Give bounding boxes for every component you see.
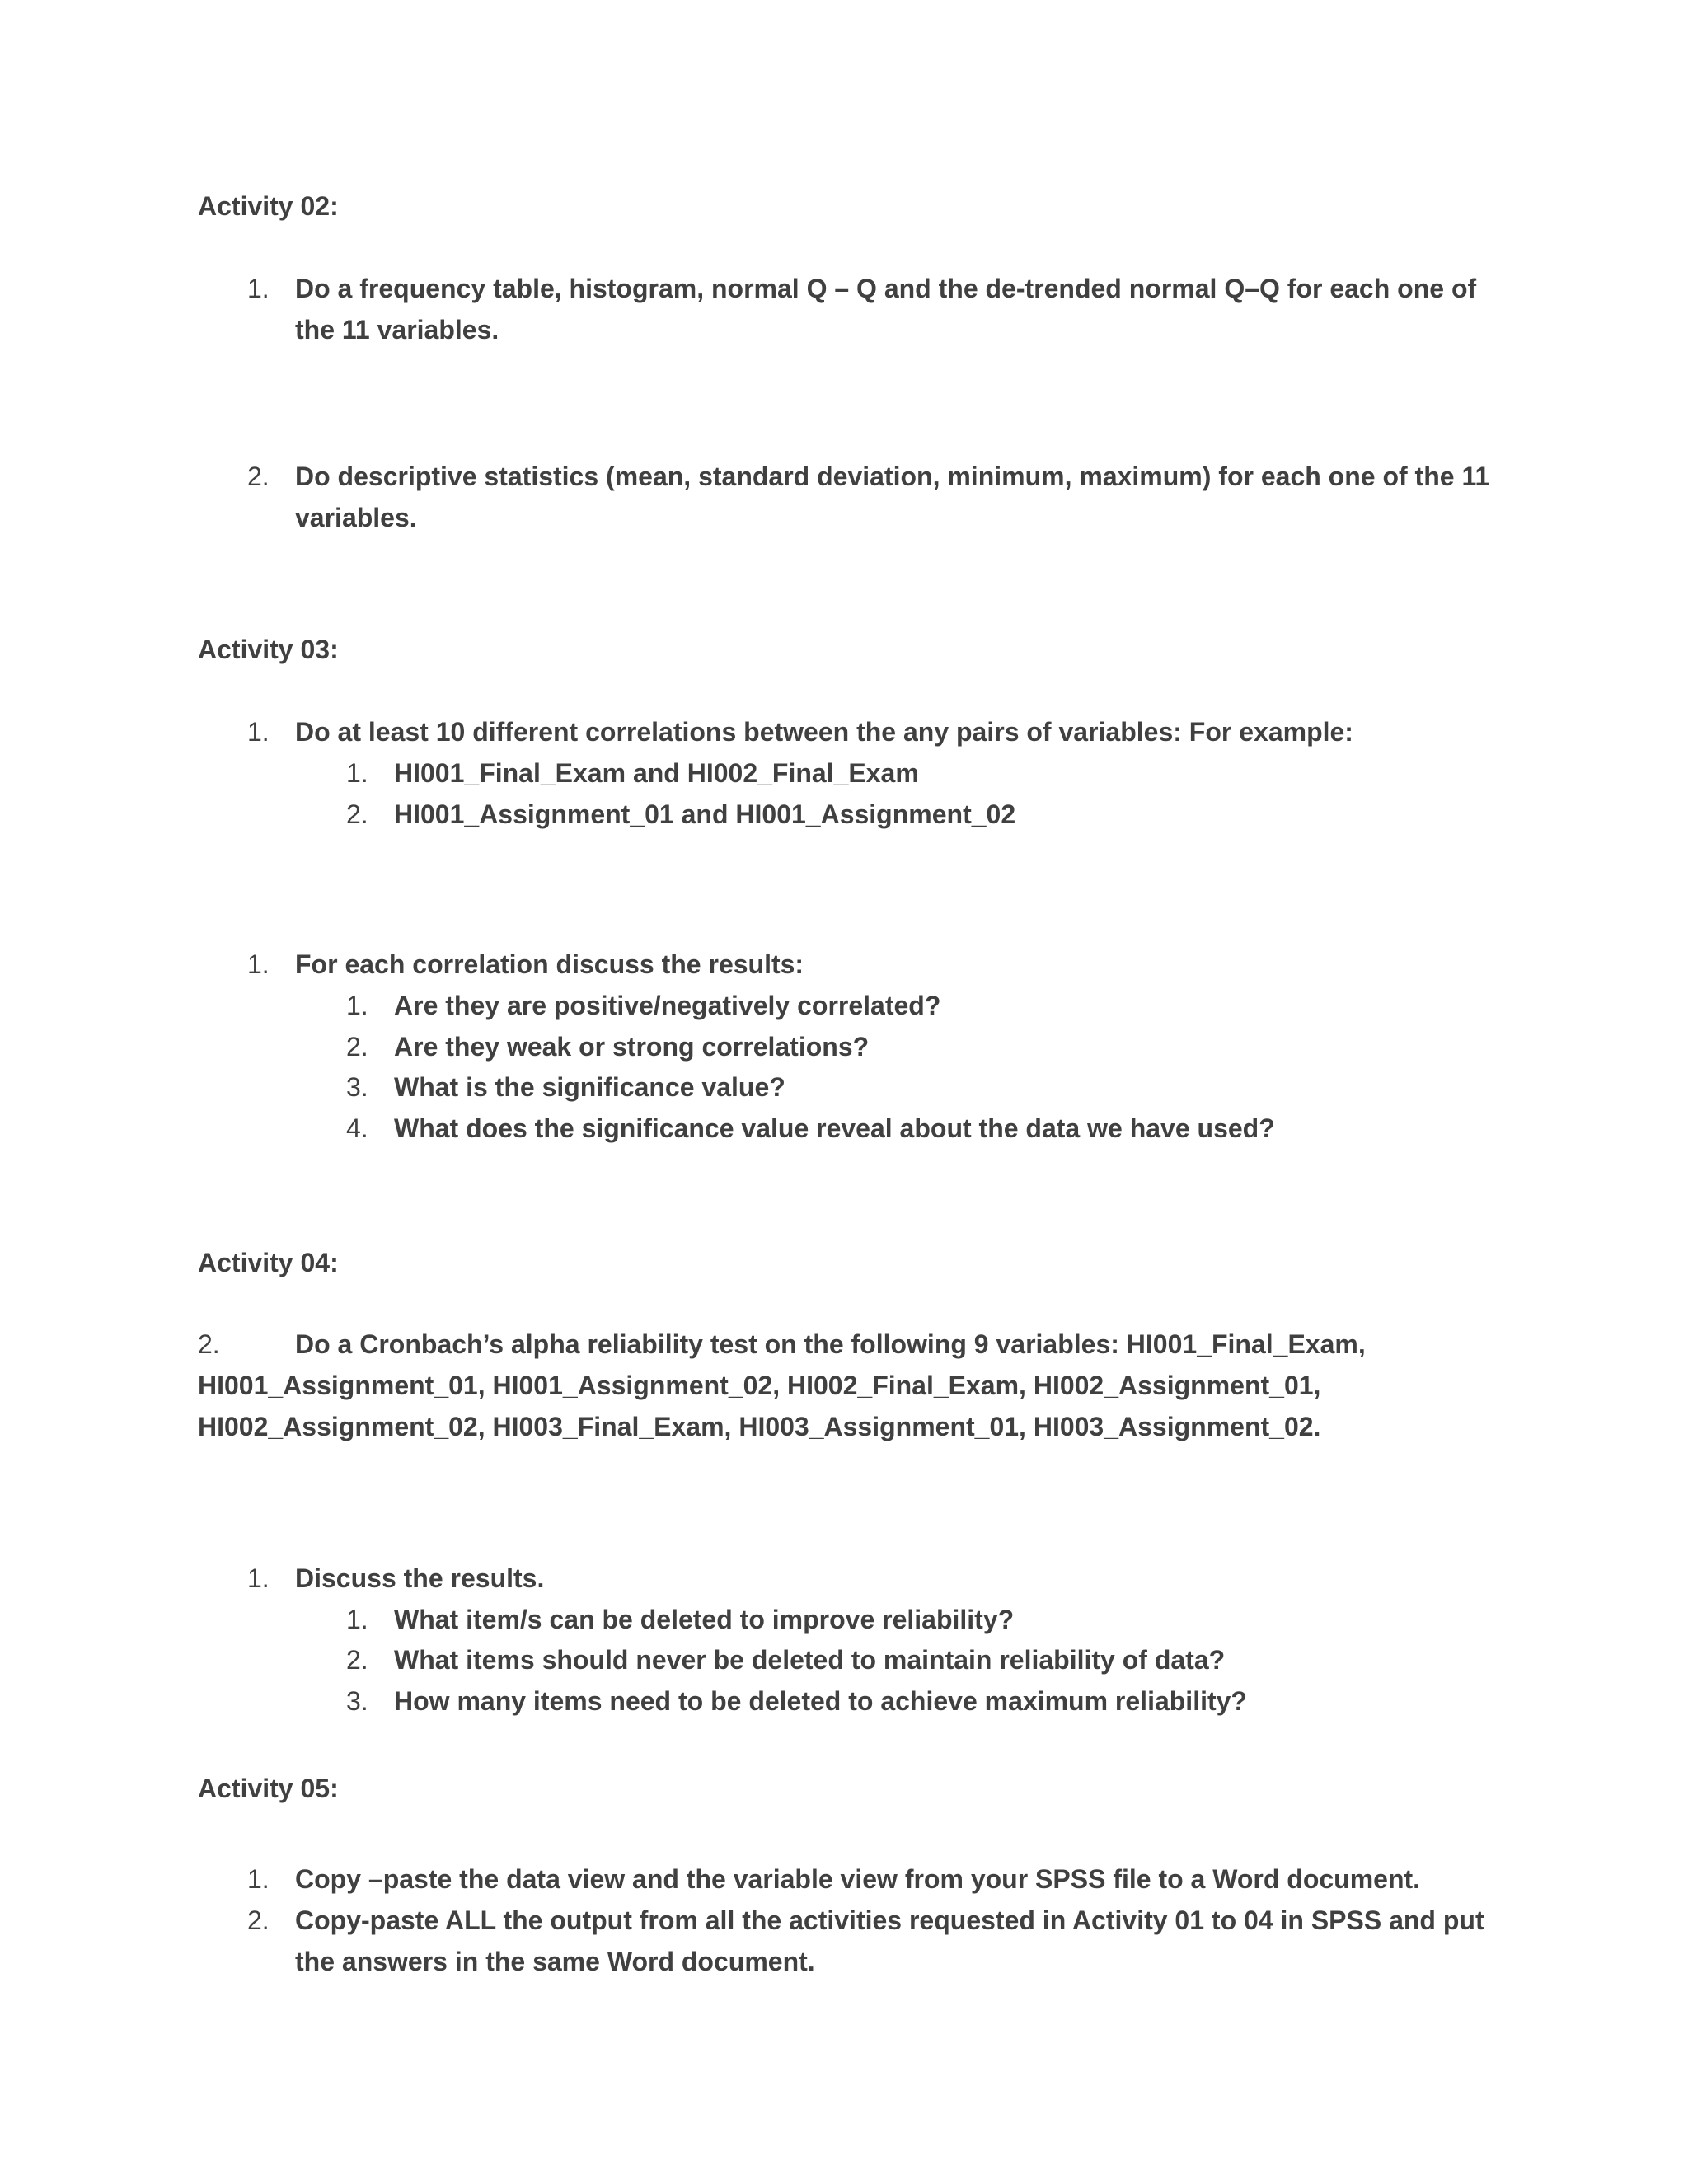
item-number: 1. (346, 758, 368, 788)
item-number: 1. (346, 991, 368, 1020)
item-number: 1. (247, 717, 270, 747)
activity-04-question-3 (346, 1680, 1500, 1722)
paragraph-text: Do a Cronbach’s alpha reliability test on the following 9 variables: HI001_Final_Exam, HI001_Assignment_01, HI001_Assignment_02, HI002_Final_Exam, HI002_Assignment_01, HI002_Assignment_02, HI003_Final_Exam, HI003_Assignment_01, HI003_Assignment_02. (198, 1329, 1366, 1441)
item-text: What items should never be deleted to maintain reliability of data? (394, 1645, 1226, 1675)
item-text: For each correlation discuss the results: (295, 949, 804, 979)
item-text: Are they weak or strong correlations? (394, 1032, 870, 1062)
item-text: Do a frequency table, histogram, normal Q – Q and the de-trended normal Q–Q for each one of the 11 variables. (295, 274, 1477, 344)
activity-03-question-4 (346, 1108, 1500, 1149)
item-number: 1. (247, 1563, 270, 1593)
activity-05-heading: Activity 05: (198, 1774, 339, 1803)
item-text: What does the significance value reveal about the data we have used? (394, 1113, 1275, 1143)
item-text: Discuss the results. (295, 1563, 545, 1593)
activity-04-paragraph (198, 1324, 1484, 1447)
activity-04-item-1 (247, 1558, 1500, 1599)
item-number: 1. (346, 1605, 368, 1634)
activity-03-heading: Activity 03: (198, 635, 339, 664)
activity-02-item-1 (247, 268, 1500, 350)
activity-03-subitem-2 (346, 794, 1500, 835)
item-number: 2. (346, 1645, 368, 1675)
item-number: 2. (247, 1905, 270, 1935)
activity-03-question-3 (346, 1066, 1500, 1108)
activity-03-question-2 (346, 1026, 1500, 1067)
activity-03-question-1 (346, 985, 1500, 1026)
item-text: Copy-paste ALL the output from all the activities requested in Activity 01 to 04 in SPSS and put the answers in the same Word document. (295, 1905, 1484, 1976)
item-text: Are they are positive/negatively correlated? (394, 991, 941, 1020)
item-text: Do descriptive statistics (mean, standard deviation, minimum, maximum) for each one of the 11 variables. (295, 462, 1490, 532)
item-text: How many items need to be deleted to achieve maximum reliability? (394, 1686, 1247, 1716)
item-text: Do at least 10 different correlations between the any pairs of variables: For example: (295, 717, 1353, 747)
activity-02-item-2 (247, 456, 1500, 538)
item-number: 1. (247, 949, 270, 979)
item-number: 3. (346, 1072, 368, 1102)
item-text: What is the significance value? (394, 1072, 785, 1102)
activity-02-heading: Activity 02: (198, 191, 339, 221)
activity-05-item-1 (247, 1858, 1500, 1900)
activity-04-question-1 (346, 1599, 1500, 1640)
item-text: HI001_Final_Exam and HI002_Final_Exam (394, 758, 919, 788)
item-number: 2. (247, 462, 270, 491)
item-number: 3. (346, 1686, 368, 1716)
item-text: What item/s can be deleted to improve reliability? (394, 1605, 1015, 1634)
item-number: 4. (346, 1113, 368, 1143)
item-text: Copy –paste the data view and the variable view from your SPSS file to a Word document. (295, 1864, 1421, 1894)
item-text: HI001_Assignment_01 and HI001_Assignment_02 (394, 799, 1016, 829)
activity-05-item-2 (247, 1900, 1500, 1982)
activity-03-item-2 (247, 944, 1500, 985)
item-number: 2. (346, 799, 368, 829)
activity-04-heading: Activity 04: (198, 1248, 339, 1277)
activity-03-item-1 (247, 711, 1500, 752)
activity-03-subitem-1 (346, 752, 1500, 794)
activity-04-question-2 (346, 1639, 1500, 1680)
paragraph-number: 2. (198, 1329, 220, 1359)
item-number: 1. (247, 274, 270, 303)
item-number: 2. (346, 1032, 368, 1062)
item-number: 1. (247, 1864, 270, 1894)
